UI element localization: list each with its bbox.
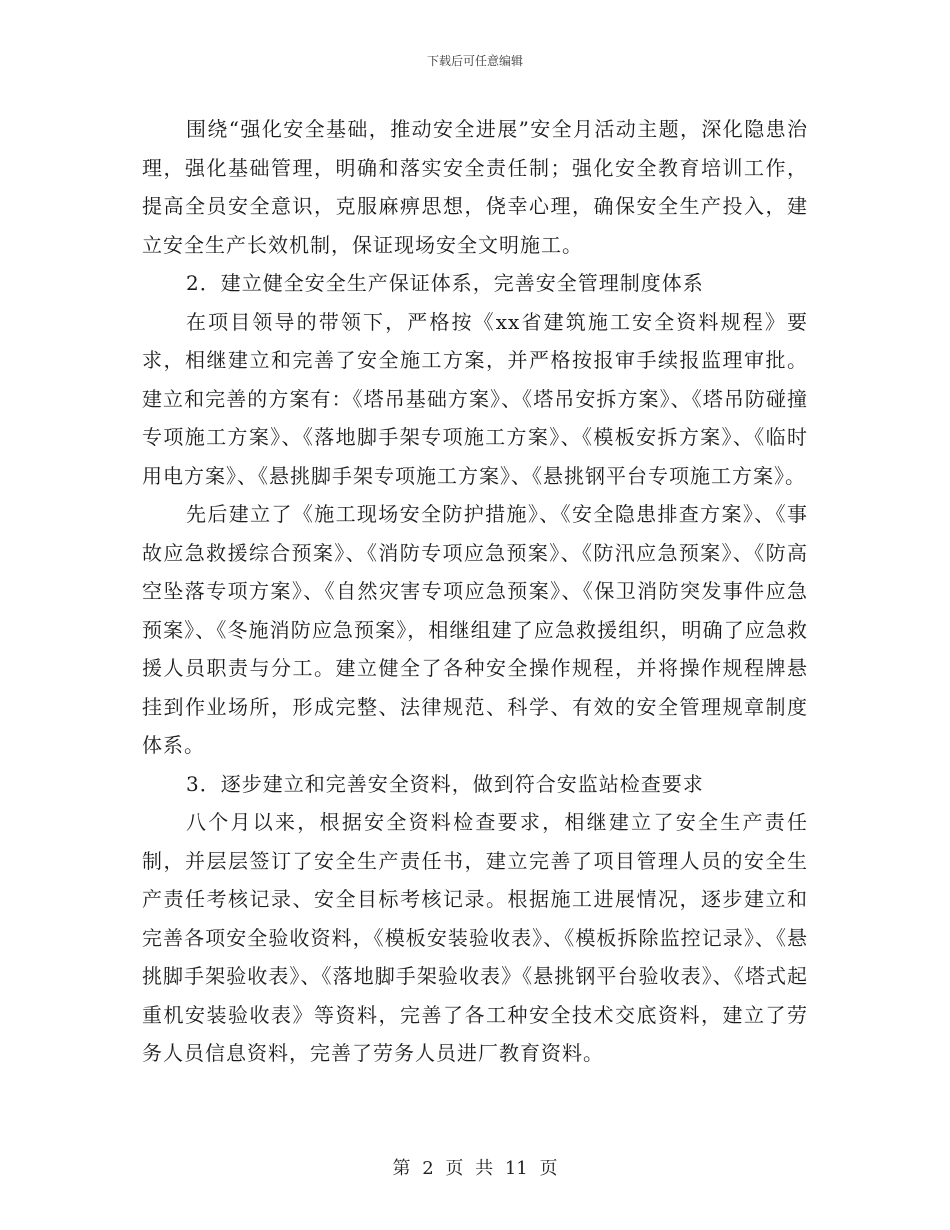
page-number-footer: 第 2 页 共 11 页 <box>392 1158 558 1179</box>
paragraph-safety-month: 围绕“强化安全基础，推动安全进展”安全月活动主题，深化隐患治理，强化基础管理，明确和落实安全责任制；强化安全教育培训工作，提高全员安全意识，克服麻痹思想，侥幸心理，确保安全生产投入，建立安全生产长效机制，保证现场安全文明施工。 <box>142 117 808 257</box>
page-header-note: 下载后可任意编辑 <box>426 54 523 68</box>
section-heading-3: 3．逐步建立和完善安全资料，做到符合安监站检查要求 <box>186 771 704 796</box>
section-heading-2: 2．建立健全安全生产保证体系，完善安全管理制度体系 <box>186 271 704 295</box>
document-body <box>142 110 808 1073</box>
paragraph-safety-records: 八个月以来，根据安全资料检查要求，相继建立了安全生产责任制，并层层签订了安全生产责任书，建立完善了项目管理人员的安全生产责任考核记录、安全目标考核记录。根据施工进展情况，逐步建立和完善各项安全验收资料，《模板安装验收表》、《模板拆除监控记录》、《悬挑脚手架验收表》、《落地脚手架验收表》《悬挑钢平台验收表》、《塔式起重机安装验收表》等资料，完善了各工种安全技术交底资料，建立了劳务人员信息资料，完善了劳务人员进厂教育资料。 <box>142 810 808 1065</box>
paragraph-emergency-plans: 先后建立了《施工现场安全防护措施》、《安全隐患排查方案》、《事故应急救援综合预案》、《消防专项应急预案》、《防汛应急预案》、《防高空坠落专项方案》、《自然灾害专项应急预案》、《保卫消防突发事件应急预案》、《冬施消防应急预案》，相继组建了应急救援组织，明确了应急救援人员职责与分工。建立健全了各种安全操作规程，并将操作规程牌悬挂到作业场所，形成完整、法律规范、科学、有效的安全管理规章制度体系。 <box>142 502 808 757</box>
paragraph-safety-plans: 在项目领导的带领下，严格按《xx省建筑施工安全资料规程》要求，相继建立和完善了安全施工方案，并严格按报审手续报监理审批。建立和完善的方案有：《塔吊基础方案》、《塔吊安拆方案》、《塔吊防碰撞专项施工方案》、《落地脚手架专项施工方案》、《模板安拆方案》、《临时用电方案》、《悬挑脚手架专项施工方案》、《悬挑钢平台专项施工方案》。 <box>142 309 808 488</box>
